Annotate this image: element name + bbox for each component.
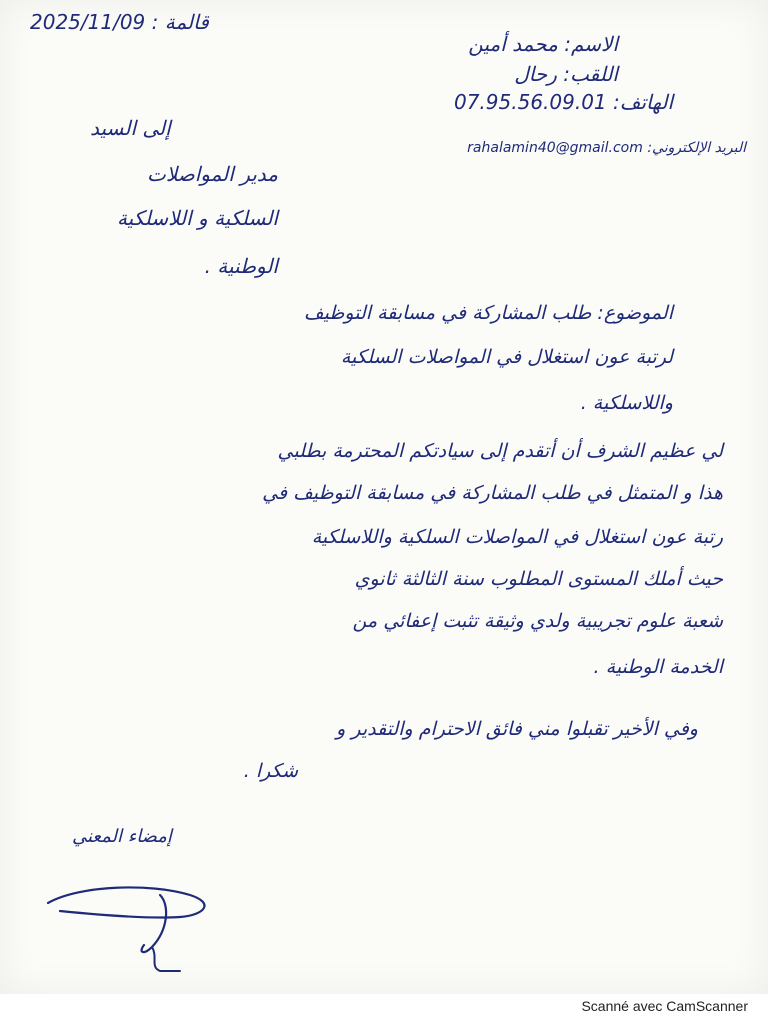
addressee-line: الوطنية . [204, 254, 278, 278]
addressee-line: السلكية و اللاسلكية [116, 206, 278, 230]
subject-line: واللاسلكية . [580, 392, 673, 414]
sender-surname: اللقب: رحال [514, 62, 618, 86]
body-line: رتبة عون استغلال في المواصلات السلكية واللاسلكية [311, 526, 723, 548]
signature-label: إمضاء المعني [72, 826, 172, 847]
addressee-to: إلى السيد [90, 116, 171, 140]
addressee-line: مدير المواصلات [146, 162, 278, 186]
subject-line: لرتبة عون استغلال في المواصلات السلكية [340, 346, 673, 368]
body-line: حيث أملك المستوى المطلوب سنة الثالثة ثانوي [354, 568, 723, 590]
closing-line: وفي الأخير تقبلوا مني فائق الاحترام والتقدير و [336, 718, 698, 740]
body-line: شعبة علوم تجريبية ولدي وثيقة تثبت إعفائي من [352, 610, 723, 632]
sender-name: الاسم: محمد أمين [468, 32, 618, 56]
sender-phone: الهاتف: 07.95.56.09.01 [453, 90, 673, 114]
thanks-line: شكرا . [243, 760, 298, 782]
body-line: هذا و المتمثل في طلب المشاركة في مسابقة التوظيف في [262, 482, 723, 504]
body-line: لي عظيم الشرف أن أتقدم إلى سيادتكم المحترمة بطلبي [277, 440, 723, 462]
sender-email: البريد الإلكتروني: rahalamin40@gmail.com [467, 140, 746, 156]
scanner-watermark: Scanné avec CamScanner [581, 998, 748, 1014]
letter-date: 2025/11/09 : قالمة [30, 10, 209, 34]
date-label: قالمة [164, 10, 209, 34]
date-value: 2025/11/09 [30, 10, 146, 34]
body-line: الخدمة الوطنية . [593, 656, 723, 678]
subject-line: الموضوع: طلب المشاركة في مسابقة التوظيف [303, 302, 673, 324]
handwritten-signature [40, 875, 260, 985]
